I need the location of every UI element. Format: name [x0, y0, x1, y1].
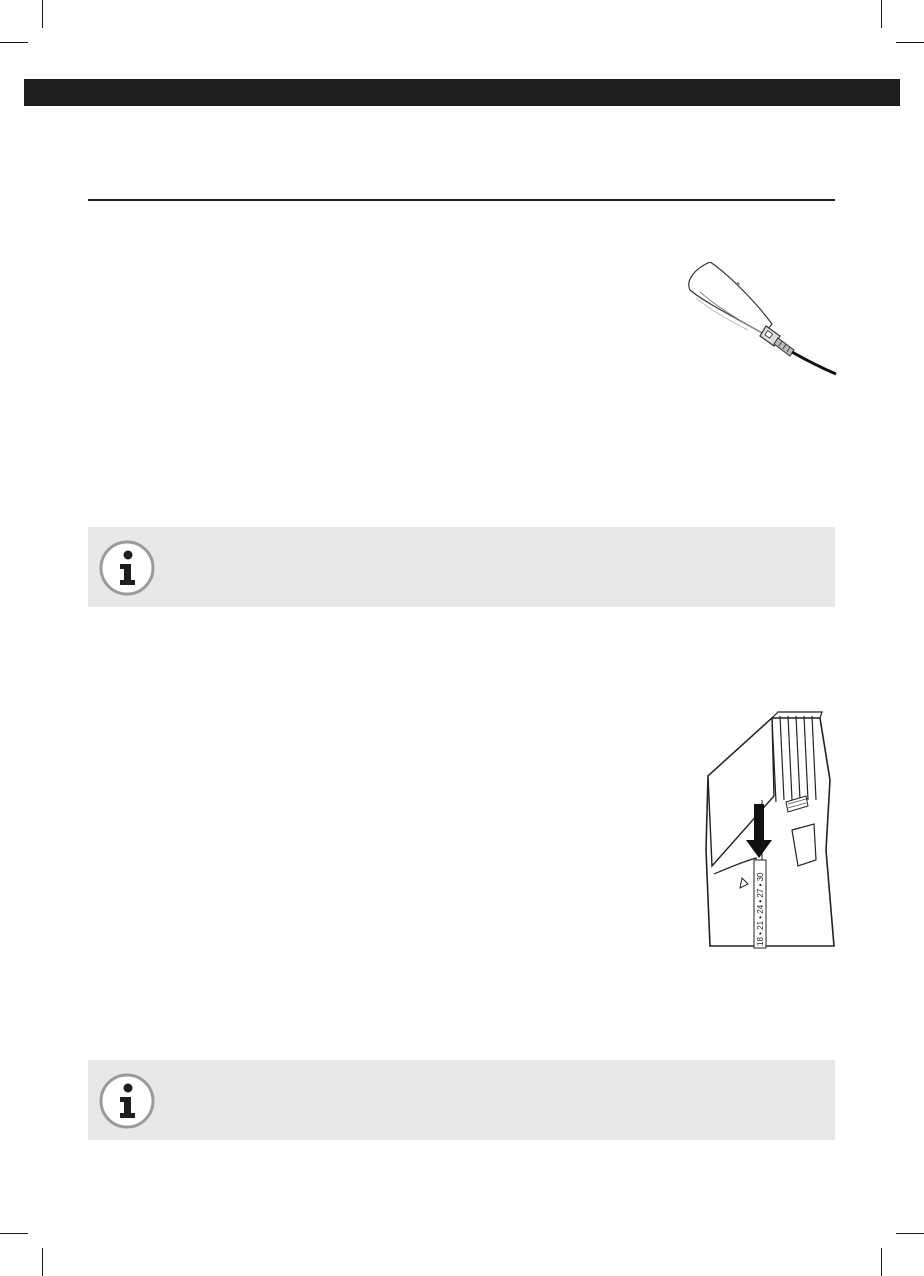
crop-mark [0, 1233, 28, 1234]
info-box [88, 1060, 835, 1140]
clipper-comb-attachment-illustration [698, 710, 838, 950]
crop-mark [42, 0, 43, 28]
clipper-power-cord-illustration [686, 262, 838, 378]
crop-mark [896, 42, 924, 43]
header-bar [24, 79, 900, 106]
info-icon [98, 539, 156, 597]
crop-mark [896, 1233, 924, 1234]
crop-mark [0, 42, 28, 43]
crop-mark [42, 1248, 43, 1276]
crop-mark [881, 1248, 882, 1276]
comb-scale-label: 18 • 21 • 24 • 27 • 30 [756, 872, 765, 946]
info-box [88, 527, 835, 607]
crop-mark [881, 0, 882, 28]
info-icon [98, 1072, 156, 1130]
section-rule [88, 199, 835, 201]
